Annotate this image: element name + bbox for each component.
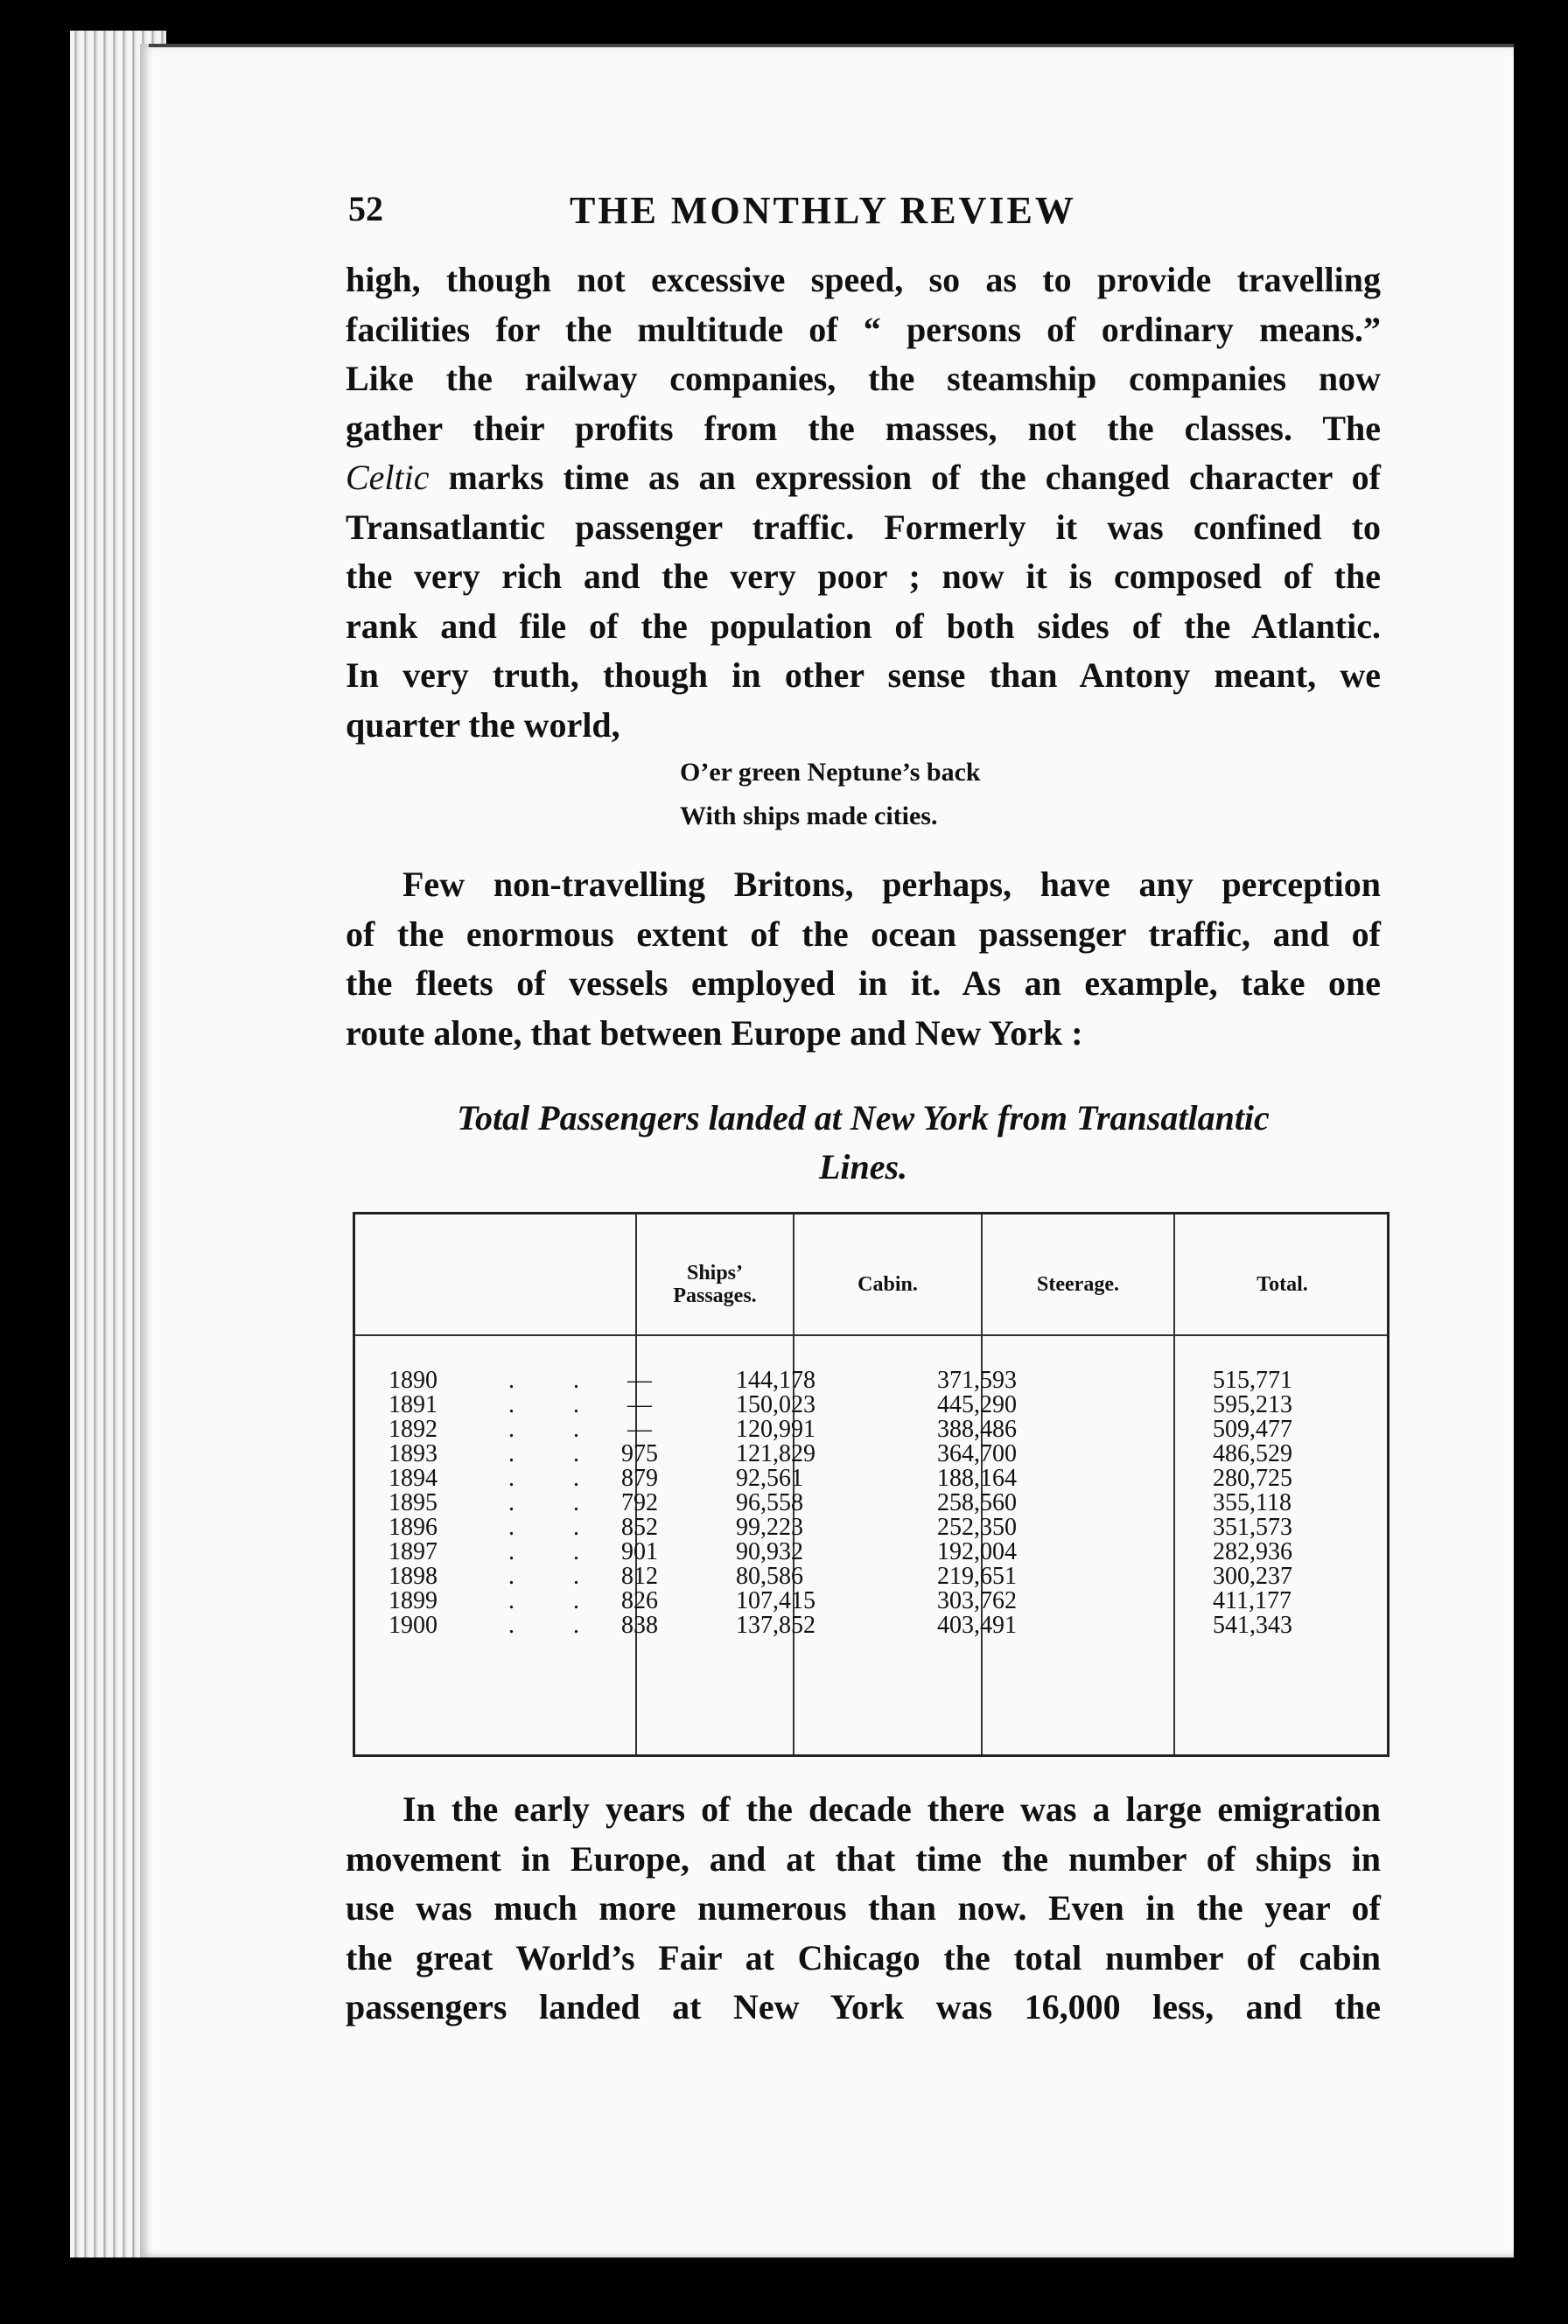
leader-dots: . . bbox=[508, 1416, 606, 1443]
text-line: Celtic marks time as an expression of the changed character of bbox=[346, 458, 1381, 497]
leader-dots: . . bbox=[508, 1538, 606, 1565]
running-head: THE MONTHLY REVIEW bbox=[570, 189, 1076, 232]
total-cell: 280,725 bbox=[1213, 1465, 1292, 1492]
ships-cell: 826 bbox=[621, 1587, 658, 1614]
leader-dots: . . bbox=[508, 1563, 606, 1590]
year-cell: 1898 bbox=[388, 1563, 438, 1590]
steerage-cell: 192,004 bbox=[937, 1538, 1017, 1565]
paragraph-2 bbox=[346, 860, 1381, 1058]
table-row bbox=[355, 1516, 1387, 1540]
table-row bbox=[355, 1540, 1387, 1564]
verse-quote bbox=[680, 751, 981, 838]
text-line: movement in Europe, and at that time the number of ships in bbox=[346, 1838, 1381, 1879]
page-header bbox=[348, 188, 1162, 241]
verse-line-2: With ships made cities. bbox=[680, 802, 938, 830]
text-line: of the enormous extent of the ocean passenger traffic, and of bbox=[346, 914, 1381, 954]
cabin-cell: 92,561 bbox=[736, 1465, 803, 1492]
table-body bbox=[355, 1368, 1387, 1638]
table-row bbox=[355, 1466, 1387, 1491]
text-line: Transatlantic passenger traffic. Formerly it was confined to bbox=[346, 507, 1381, 547]
text-line: high, though not excessive speed, so as to provide travelling bbox=[346, 260, 1381, 299]
ships-cell: — bbox=[627, 1416, 652, 1443]
text-line: the great World’s Fair at Chicago the total number of cabin bbox=[346, 1937, 1381, 1978]
total-cell: 411,177 bbox=[1213, 1587, 1292, 1614]
total-cell: 351,573 bbox=[1213, 1514, 1292, 1541]
total-cell: 515,771 bbox=[1213, 1367, 1292, 1394]
verse-line-1: O’er green Neptune’s back bbox=[680, 758, 981, 787]
ships-cell: 901 bbox=[621, 1538, 658, 1565]
text-line: facilities for the multitude of “ persons of ordinary means.” bbox=[346, 309, 1381, 349]
table-row bbox=[355, 1442, 1387, 1466]
ships-cell: 792 bbox=[621, 1489, 658, 1516]
page-number: 52 bbox=[348, 189, 383, 228]
header-cabin: Cabin. bbox=[858, 1273, 918, 1296]
total-cell: 300,237 bbox=[1213, 1563, 1292, 1590]
total-cell: 355,118 bbox=[1213, 1489, 1292, 1516]
year-cell: 1900 bbox=[388, 1612, 438, 1639]
text-line: gather their profits from the masses, not the classes. The bbox=[346, 408, 1381, 448]
steerage-cell: 364,700 bbox=[937, 1440, 1017, 1467]
leader-dots: . . bbox=[508, 1587, 606, 1614]
table-title bbox=[346, 1094, 1381, 1192]
text-line: the fleets of vessels employed in it. As an example, take one bbox=[346, 963, 1381, 1003]
steerage-cell: 258,560 bbox=[937, 1489, 1017, 1516]
cabin-cell: 96,558 bbox=[736, 1489, 803, 1516]
year-cell: 1893 bbox=[388, 1440, 438, 1467]
leader-dots: . . bbox=[508, 1391, 606, 1418]
text-line: use was much more numerous than now. Even in the year of bbox=[346, 1888, 1381, 1928]
steerage-cell: 371,593 bbox=[937, 1367, 1017, 1394]
cabin-cell: 80,586 bbox=[736, 1563, 803, 1590]
text-line: In very truth, though in other sense than Antony meant, we bbox=[346, 655, 1381, 695]
year-cell: 1890 bbox=[388, 1367, 438, 1394]
cabin-cell: 150,023 bbox=[736, 1391, 816, 1418]
header-ships-passages bbox=[637, 1250, 793, 1320]
table-title-line-2: Lines. bbox=[818, 1147, 908, 1186]
steerage-cell: 388,486 bbox=[937, 1416, 1017, 1443]
cabin-cell: 121,829 bbox=[736, 1440, 816, 1467]
leader-dots: . . bbox=[508, 1612, 606, 1639]
steerage-cell: 188,164 bbox=[937, 1465, 1017, 1492]
paragraph-3 bbox=[346, 1785, 1381, 2033]
total-cell: 282,936 bbox=[1213, 1538, 1292, 1565]
cabin-cell: 99,223 bbox=[736, 1514, 803, 1541]
table-title-line-1: Total Passengers landed at New York from Transatlantic bbox=[457, 1098, 1270, 1138]
text-line: Few non-travelling Britons, perhaps, have any perception bbox=[402, 864, 1381, 904]
leader-dots: . . bbox=[508, 1440, 606, 1467]
text-line: passengers landed at New York was 16,000 less, and the bbox=[346, 1987, 1381, 2026]
steerage-cell: 252,350 bbox=[937, 1514, 1017, 1541]
steerage-cell: 403,491 bbox=[937, 1612, 1017, 1639]
cabin-cell: 137,852 bbox=[736, 1612, 816, 1639]
scan-border bbox=[1533, 0, 1568, 2324]
header-rule bbox=[355, 1334, 1387, 1336]
total-cell: 595,213 bbox=[1213, 1391, 1292, 1418]
year-cell: 1894 bbox=[388, 1465, 438, 1492]
cabin-cell: 107,415 bbox=[736, 1587, 816, 1614]
table-row bbox=[355, 1589, 1387, 1614]
paragraph-1 bbox=[346, 256, 1381, 750]
steerage-cell: 219,651 bbox=[937, 1563, 1017, 1590]
year-cell: 1897 bbox=[388, 1538, 438, 1565]
header-total: Total. bbox=[1256, 1273, 1308, 1296]
ships-cell: 879 bbox=[621, 1465, 658, 1492]
cabin-cell: 90,932 bbox=[736, 1538, 803, 1565]
total-cell: 541,343 bbox=[1213, 1612, 1292, 1639]
passenger-table bbox=[353, 1212, 1390, 1757]
year-cell: 1895 bbox=[388, 1489, 438, 1516]
table-row bbox=[355, 1368, 1387, 1393]
steerage-cell: 445,290 bbox=[937, 1391, 1017, 1418]
header-steerage: Steerage. bbox=[1037, 1273, 1119, 1296]
steerage-cell: 303,762 bbox=[937, 1587, 1017, 1614]
year-cell: 1892 bbox=[388, 1416, 438, 1443]
table-row bbox=[355, 1564, 1387, 1589]
page-top-edge bbox=[149, 44, 1514, 47]
total-cell: 486,529 bbox=[1213, 1440, 1292, 1467]
ships-cell: 852 bbox=[621, 1514, 658, 1541]
text-line: route alone, that between Europe and New York : bbox=[346, 1012, 1083, 1053]
ships-cell: 975 bbox=[621, 1440, 658, 1467]
cabin-cell: 144,178 bbox=[736, 1367, 816, 1394]
leader-dots: . . bbox=[508, 1514, 606, 1541]
table-row bbox=[355, 1491, 1387, 1516]
table-row bbox=[355, 1393, 1387, 1418]
ships-cell: — bbox=[627, 1391, 652, 1418]
ships-cell: — bbox=[627, 1367, 652, 1394]
header-ships-line-1: Ships’ bbox=[686, 1262, 744, 1284]
leader-dots: . . bbox=[508, 1367, 606, 1394]
year-cell: 1891 bbox=[388, 1391, 438, 1418]
leader-dots: . . bbox=[508, 1489, 606, 1516]
ships-cell: 838 bbox=[621, 1612, 658, 1639]
text-line: rank and file of the population of both sides of the Atlantic. bbox=[346, 606, 1381, 646]
year-cell: 1896 bbox=[388, 1514, 438, 1541]
text-line: In the early years of the decade there was a large emigration bbox=[402, 1789, 1381, 1829]
ships-cell: 812 bbox=[621, 1563, 658, 1590]
year-cell: 1899 bbox=[388, 1587, 438, 1614]
header-ships-line-2: Passages. bbox=[673, 1284, 757, 1307]
text-line: Like the railway companies, the steamship companies now bbox=[346, 359, 1381, 398]
table-row bbox=[355, 1614, 1387, 1638]
leader-dots: . . bbox=[508, 1465, 606, 1492]
table-row bbox=[355, 1418, 1387, 1442]
text-line: the very rich and the very poor ; now it is composed of the bbox=[346, 556, 1381, 596]
cabin-cell: 120,991 bbox=[736, 1416, 816, 1443]
text-line: quarter the world, bbox=[346, 704, 620, 745]
total-cell: 509,477 bbox=[1213, 1416, 1292, 1443]
